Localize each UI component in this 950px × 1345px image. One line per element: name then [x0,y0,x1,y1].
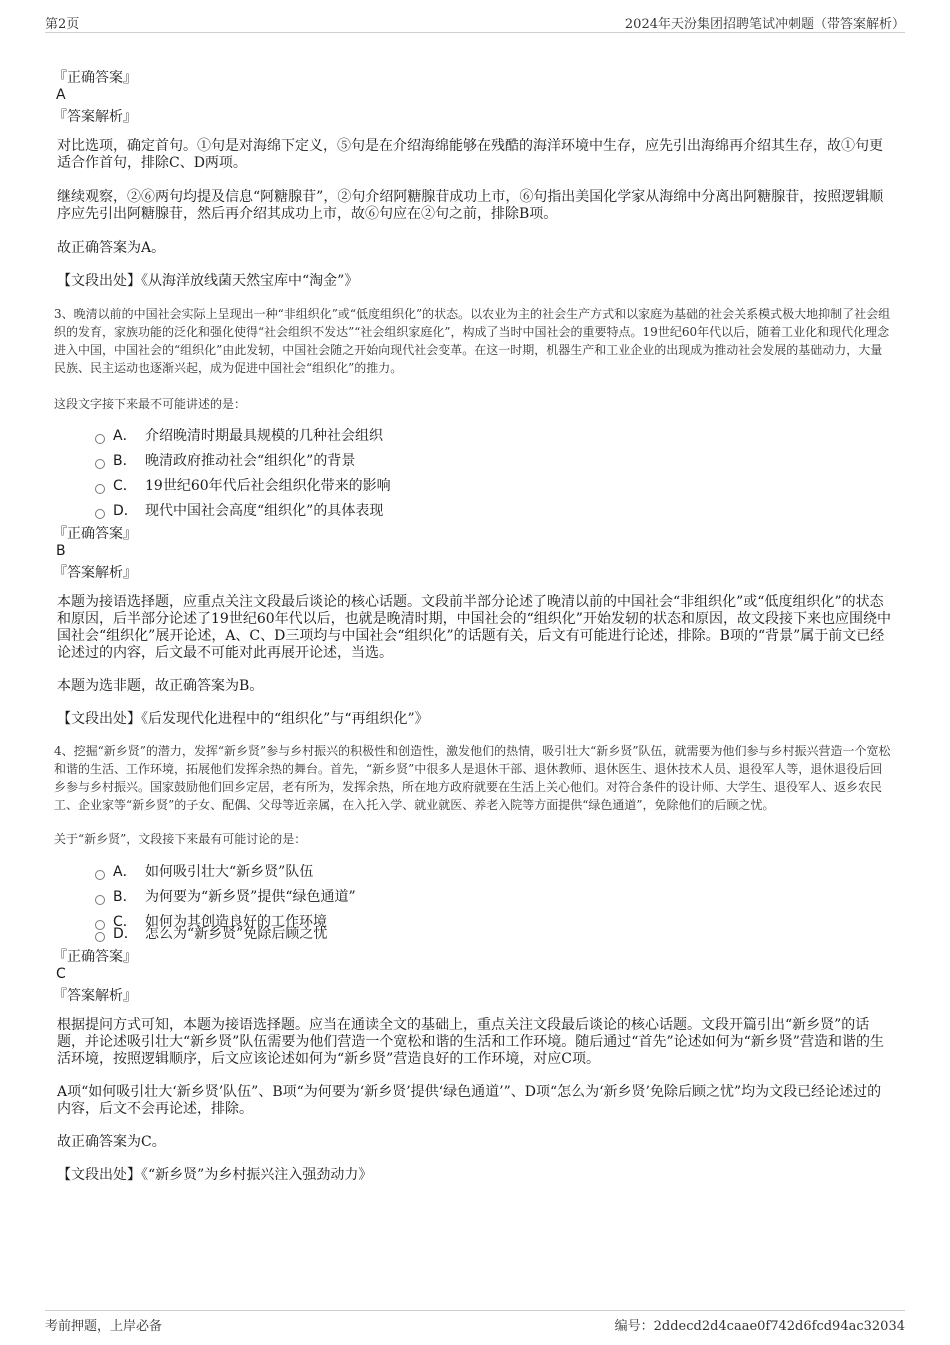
document-title: 2024年天汾集团招聘笔试冲刺题（带答案解析） [624,17,905,32]
analysis-label: 『答案解析』 [53,565,137,581]
option-d[interactable] [95,501,892,526]
option-d[interactable] [95,924,892,949]
analysis-paragraph: A项“如何吸引壮大‘新乡贤’队伍”、B项“为何要为‘新乡贤’提供‘绿色通道’”、D项“怎么为‘新乡贤’免除后顾之忧”均为文段已经论述过的内容，后文不会再论述，排除。 [57,1084,882,1117]
option-text: 如何吸引壮大“新乡贤”队伍 [145,864,314,880]
correct-answer-label: 『正确答案』 [53,526,137,542]
source-citation: 【文段出处】《从海洋放线菌天然宝库中“淘金”》 [57,273,359,289]
document-id: 编号：2ddecd2d4caae0f742d6fcd94ac32034 [614,1319,905,1334]
radio-button[interactable] [95,434,105,444]
radio-button[interactable] [95,509,105,519]
page-number: 第2页 [45,17,80,32]
option-letter: C． [113,914,137,930]
analysis-paragraph: 根据提问方式可知，本题为接语选择题。应当在通读全文的基础上，重点关注文段最后谈论的核心话题。文段开篇引出“新乡贤”的话题，并论述吸引壮大“新乡贤”队伍需要为他们营造一个宽松和谐的生活和工作环境。随后通过“首先”论述如何为“新乡贤”营造和谐的生活环境，按照逻辑顺序，后文应该论述如何为“新乡贤”营造良好的工作环境，对应C项。 [57,1017,884,1067]
source-citation: 【文段出处】《“新乡贤”为乡村振兴注入强劲动力》 [57,1167,373,1183]
option-a[interactable] [95,862,892,887]
option-letter: A． [113,428,137,444]
option-c[interactable] [95,476,892,501]
option-list [95,862,892,949]
option-c[interactable] [95,912,892,930]
option-letter: D． [113,926,138,942]
option-text: 晚清政府推动社会“组织化”的背景 [145,453,356,469]
option-letter: C． [113,478,137,494]
option-text: 19世纪60年代后社会组织化带来的影响 [145,478,391,494]
question-prompt: 关于“新乡贤”，文段接下来最有可能讨论的是： [54,832,307,846]
analysis-label: 『答案解析』 [53,109,137,125]
option-letter: D． [113,503,138,519]
option-text: 怎么为“新乡贤”免除后顾之忧 [145,926,328,942]
correct-answer-label: 『正确答案』 [53,70,137,86]
analysis-label: 『答案解析』 [53,988,137,1004]
page-header [45,10,905,33]
option-letter: A． [113,864,137,880]
option-a[interactable] [95,426,892,451]
option-letter: B． [113,889,137,905]
option-text: 如何为其创造良好的工作环境 [145,914,327,930]
page-content [53,70,892,1184]
page-footer [45,1310,905,1335]
correct-answer-value: A [56,87,66,103]
analysis-paragraph: 本题为接语选择题，应重点关注文段最后谈论的核心话题。文段前半部分论述了晚清以前的中国社会“非组织化”或“低度组织化”的状态和原因，后半部分论述了19世纪60年代以后，也就是晚清时期，中国社会的“组织化”开始发轫的状态和原因，故文段接下来也应围绕中国社会“组织化”展开论述，A、C、D三项均与中国社会“组织化”的话题有关，后文有可能进行论述，排除。B项的“背景”属于前文已经论述过的内容，后文最不可能对此再展开论述，当选。 [57,594,891,661]
radio-button[interactable] [95,895,105,905]
source-citation: 【文段出处】《后发现代化进程中的“组织化”与“再组织化”》 [57,711,429,727]
analysis-paragraph: 继续观察，②⑥两句均提及信息“阿糖腺苷”，②句介绍阿糖腺苷成功上市，⑥句指出美国化学家从海绵中分离出阿糖腺苷，按照逻辑顺序应先引出阿糖腺苷，然后再介绍其成功上市，故⑥句应在②句之前，排除B项。 [57,189,884,222]
analysis-paragraph: 对比选项，确定首句。①句是对海绵下定义，⑤句是在介绍海绵能够在残酷的海洋环境中生存，应先引出海绵再介绍其生存，故①句更适合作首句，排除C、D两项。 [57,138,883,171]
option-list [95,426,892,526]
radio-button[interactable] [95,932,105,942]
correct-answer-value: B [56,543,66,559]
analysis-conclusion: 本题为选非题，故正确答案为B。 [57,678,264,694]
analysis-conclusion: 故正确答案为C。 [57,1134,166,1150]
option-b[interactable] [95,887,892,912]
radio-button[interactable] [95,459,105,469]
radio-button[interactable] [95,484,105,494]
radio-button[interactable] [95,870,105,880]
option-text: 介绍晚清时期最具规模的几种社会组织 [145,428,383,444]
correct-answer-label: 『正确答案』 [53,949,137,965]
option-text: 现代中国社会高度“组织化”的具体表现 [145,503,384,519]
footer-slogan: 考前押题，上岸必备 [45,1319,163,1334]
analysis-conclusion: 故正确答案为A。 [57,240,166,256]
option-letter: B． [113,453,137,469]
correct-answer-value: C [56,966,66,982]
question-stem: 4、挖掘“新乡贤”的潜力，发挥“新乡贤”参与乡村振兴的积极性和创造性，激发他们的热情，吸引壮大“新乡贤”队伍，就需要为他们参与乡村振兴营造一个宽松和谐的生活、工作环境，拓展他们发挥余热的舞台。首先，“新乡贤”中很多人是退休干部、退休教师、退休医生、退休技术人员、退役军人等，退休退役后回乡参与乡村振兴。国家鼓励他们回乡定居，老有所为，发挥余热，所在地方政府就要在生活上关心他们。对符合条件的设计师、大学生、退役军人、返乡农民工、企业家等“新乡贤”的子女、配偶、父母等近亲属，在入托入学、就业就医、养老入院等方面提供“绿色通道”，免除他们的后顾之忧。 [54,744,891,812]
question-prompt: 这段文字接下来最不可能讲述的是： [54,397,247,411]
option-text: 为何要为“新乡贤”提供“绿色通道” [145,889,356,905]
question-stem: 3、晚清以前的中国社会实际上呈现出一种“非组织化”或“低度组织化”的状态。以农业为主的社会生产方式和以家庭为基础的社会关系模式极大地抑制了社会组织的发育，家族功能的泛化和强化使得“社会组织不发达”“社会组织家庭化”，构成了当时中国社会的重要特点。19世纪60年代以后，随着工业化和现代化理念进入中国，中国社会的“组织化”由此发轫，中国社会随之开始向现代社会变革。在这一时期，机器生产和工业企业的出现成为推动社会发展的基础动力，大量民族、民主运动也逐渐兴起，成为促进中国社会“组织化”的推力。 [54,307,891,375]
option-b[interactable] [95,451,892,476]
